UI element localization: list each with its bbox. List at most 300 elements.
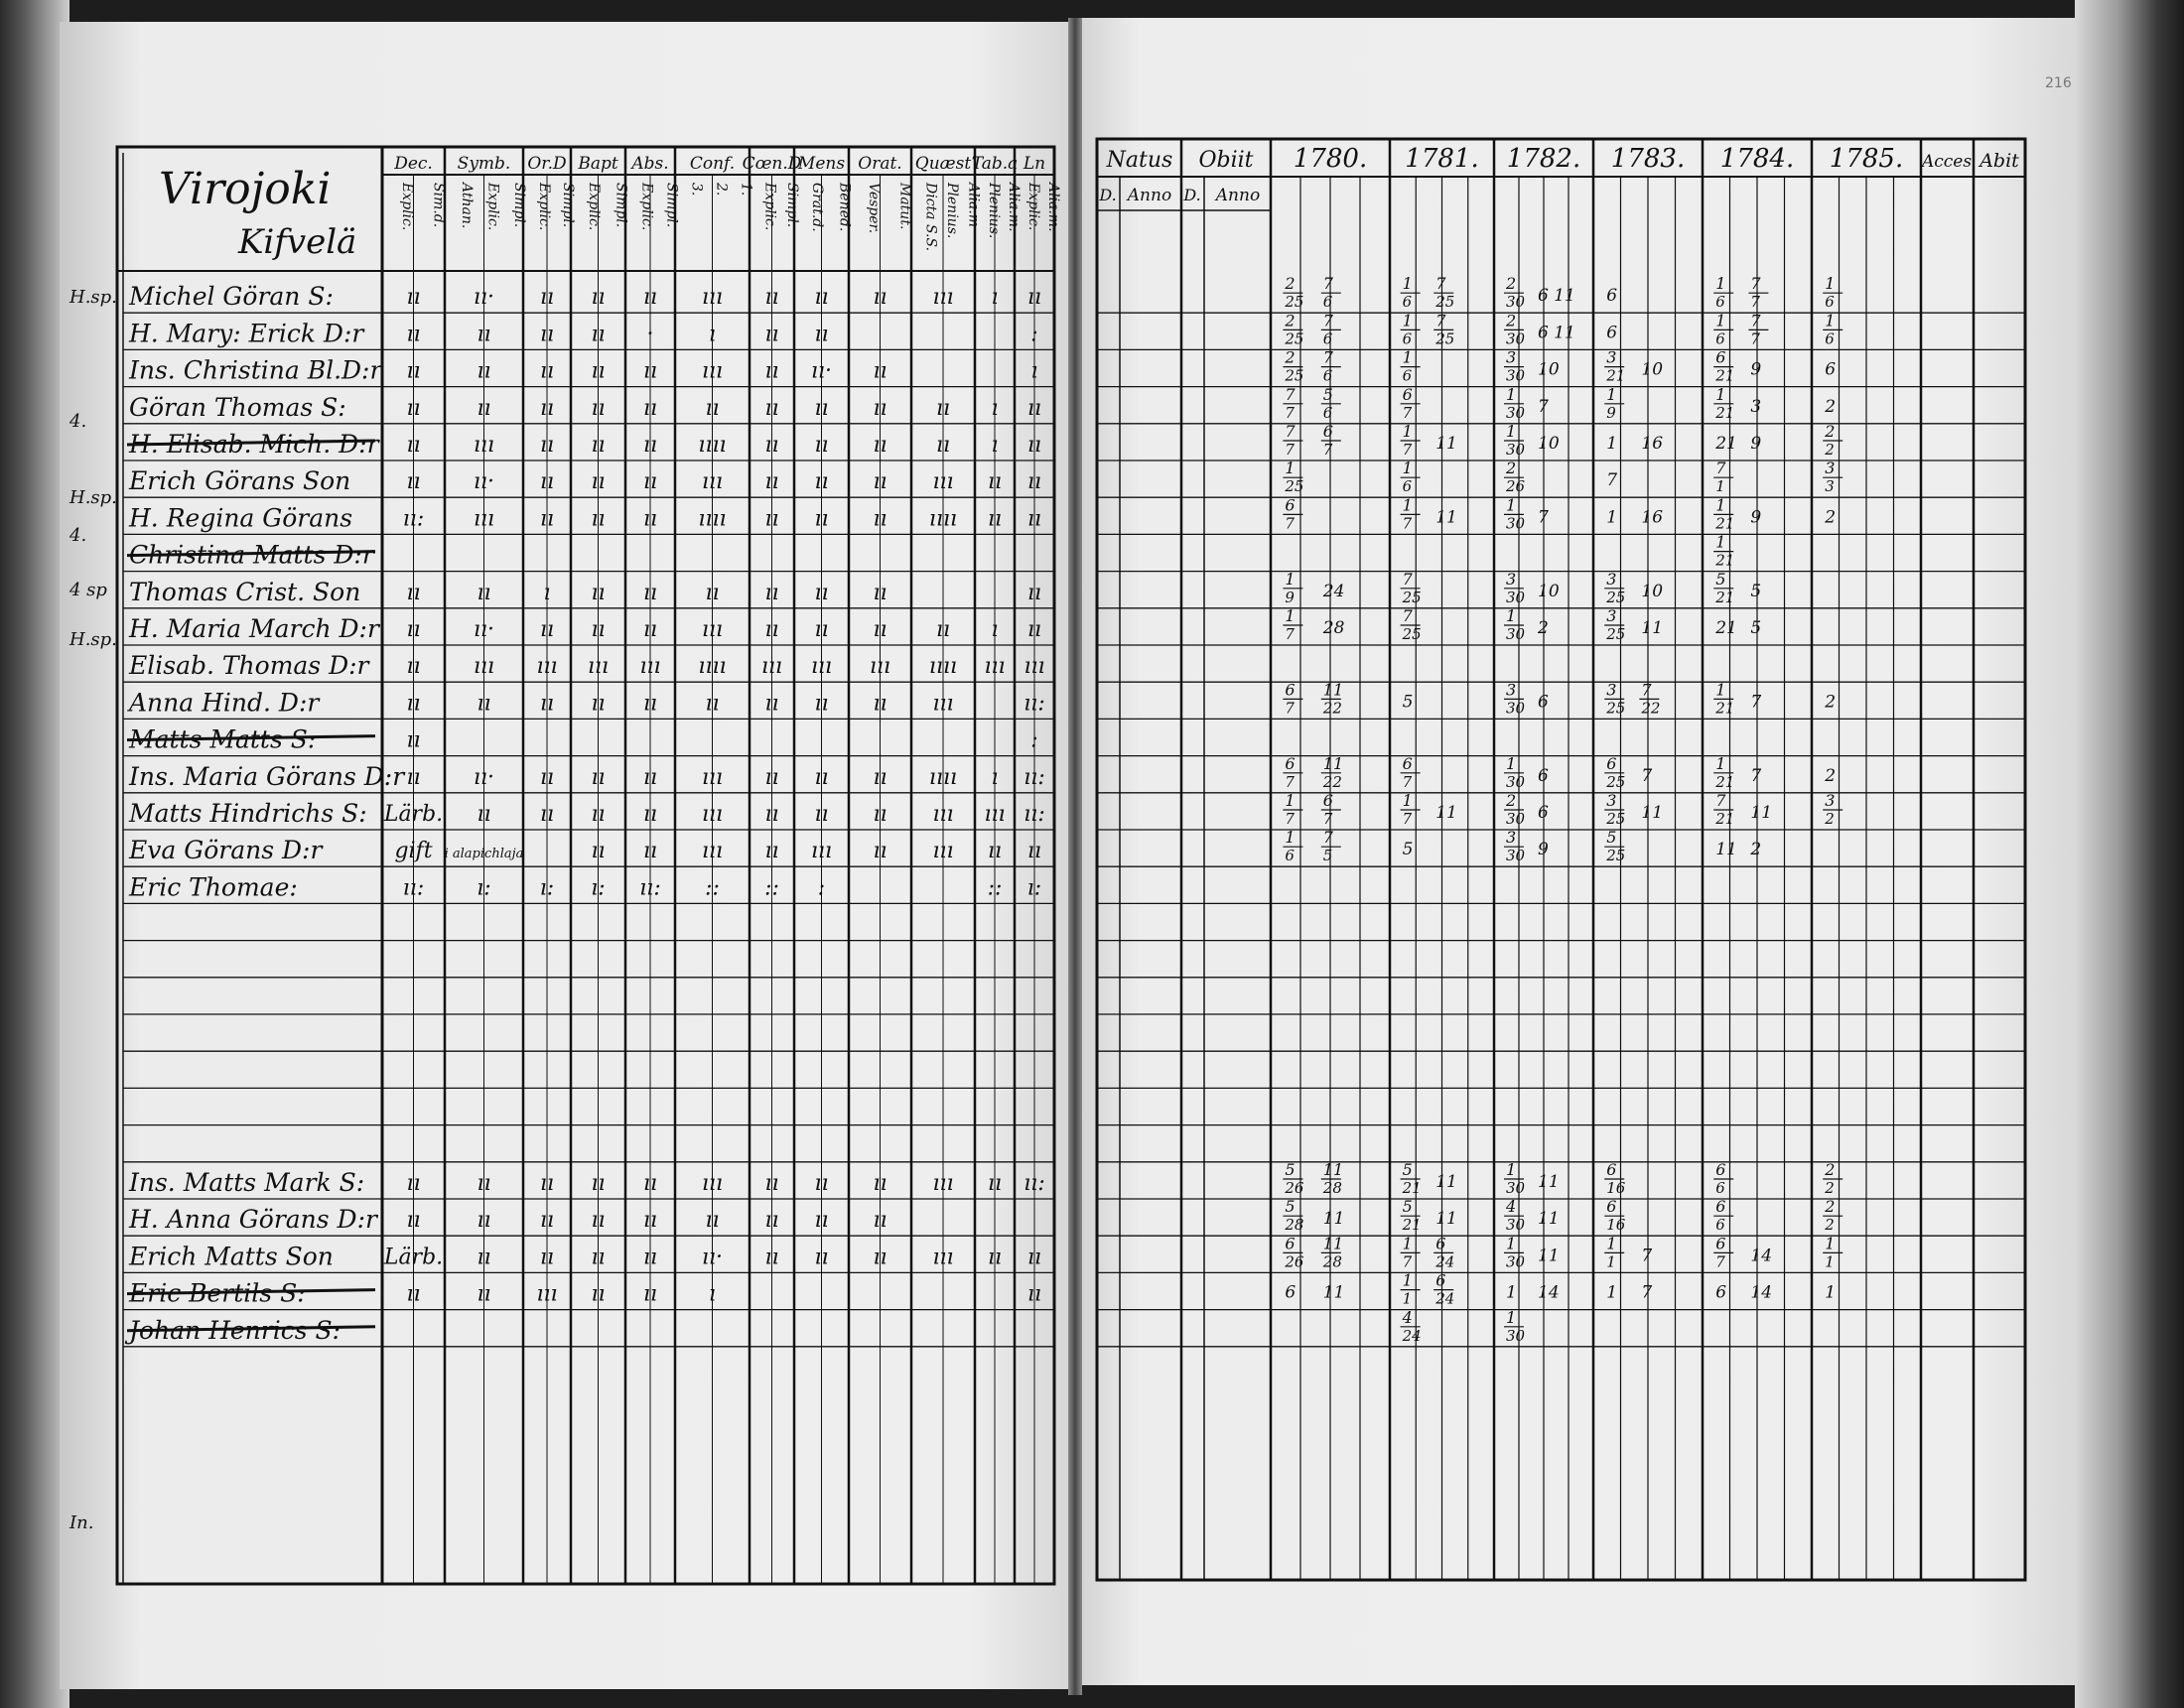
year-entry-number: 6 xyxy=(1715,1179,1725,1197)
year-entry-number: 6 11 xyxy=(1538,286,1575,307)
natus-day-label: D. xyxy=(1099,186,1117,204)
catechism-mark: ıı: xyxy=(1024,691,1045,717)
person-name: Matts Hindrichs S: xyxy=(129,799,367,828)
catechism-mark: ı xyxy=(543,580,551,605)
catechism-mark: i alapichlaja xyxy=(444,847,524,862)
catechism-mark: ıııı xyxy=(698,654,727,680)
year-entry-number: 6 xyxy=(1606,753,1617,773)
margin-note: 4 sp xyxy=(69,580,107,600)
catechism-mark: ıı xyxy=(764,1171,779,1196)
column-subheader: Alia.m. xyxy=(1006,183,1022,232)
catechism-mark: ıı xyxy=(591,469,606,495)
year-entry-number: 5 xyxy=(1715,569,1726,589)
catechism-mark: ıı xyxy=(1026,1281,1042,1307)
catechism-mark: ıı xyxy=(642,839,658,864)
catechism-mark: ıı xyxy=(539,617,555,642)
catechism-mark: ııı xyxy=(932,691,954,717)
year-header: 1780. xyxy=(1293,144,1368,174)
catechism-mark: ıı xyxy=(539,395,555,421)
year-entry-number: 5 xyxy=(1322,384,1333,404)
catechism-mark: ıı xyxy=(987,1171,1003,1196)
person-name: Johan Henrics S: xyxy=(129,1315,341,1345)
year-entry-number: 10 xyxy=(1641,359,1664,380)
year-entry-number: 7 xyxy=(1750,329,1760,348)
year-entry-number: 16 xyxy=(1641,434,1664,454)
catechism-mark: ıı xyxy=(764,764,779,790)
year-entry-number: 1 xyxy=(1402,1289,1413,1308)
catechism-mark: ıı: xyxy=(639,875,661,901)
year-entry-number: 25 xyxy=(1435,293,1455,312)
catechism-mark: ıı· xyxy=(810,358,833,384)
catechism-mark: ıı xyxy=(642,580,658,605)
year-entry-number: 28 xyxy=(1322,1179,1342,1197)
year-entry-number: 5 xyxy=(1402,840,1414,860)
catechism-mark: ıı xyxy=(477,580,491,605)
year-entry-number: 6 xyxy=(1606,1197,1617,1217)
year-entry-number: 1 xyxy=(1715,384,1726,404)
person-name: Eric Bertils S: xyxy=(129,1278,306,1308)
catechism-mark: ııı xyxy=(932,469,954,495)
year-entry-number: 2 xyxy=(1506,459,1517,478)
column-subheader: Explic. xyxy=(536,183,552,231)
year-entry-number: 9 xyxy=(1606,403,1616,422)
year-entry-number: 21 xyxy=(1715,588,1735,606)
catechism-mark: ıııı xyxy=(698,506,727,532)
year-entry-number: 25 xyxy=(1402,588,1422,606)
year-entry-number: 25 xyxy=(1285,293,1304,312)
catechism-mark: ıı xyxy=(591,1281,606,1307)
year-entry-number: 6 xyxy=(1285,753,1296,773)
year-entry-number: 25 xyxy=(1606,699,1626,718)
catechism-mark: ıı· xyxy=(473,285,495,311)
year-entry-number: 5 xyxy=(1322,847,1333,865)
year-entry-number: 11 xyxy=(1715,840,1737,860)
catechism-mark: ıı xyxy=(591,285,606,311)
year-entry-number: 1 xyxy=(1506,384,1517,404)
catechism-mark: ııı xyxy=(1024,654,1045,680)
catechism-mark: ıı: xyxy=(402,506,425,532)
catechism-mark: ıı xyxy=(764,358,779,384)
catechism-mark: ı xyxy=(708,322,717,347)
catechism-mark: ıı xyxy=(873,617,887,642)
catechism-mark: ıııı xyxy=(928,654,958,680)
catechism-mark: ııı xyxy=(536,1281,558,1307)
year-entry-number: 1 xyxy=(1606,1282,1618,1303)
catechism-mark: ıııı xyxy=(928,764,958,790)
year-entry-number: 5 xyxy=(1606,828,1617,848)
year-entry-number: 16 xyxy=(1641,507,1664,528)
year-entry-number: 1 xyxy=(1402,311,1413,330)
year-entry-number: 2 xyxy=(1538,618,1549,638)
catechism-mark: ıı· xyxy=(473,469,495,495)
year-entry-number: 3 xyxy=(1606,347,1617,367)
catechism-mark: ıı xyxy=(642,358,658,384)
catechism-mark: ıı xyxy=(873,1245,887,1270)
catechism-mark: ıı xyxy=(1026,433,1042,458)
year-entry-number: 30 xyxy=(1506,1179,1526,1197)
margin-note: 4. xyxy=(69,525,87,546)
catechism-mark: ıı xyxy=(1026,839,1042,864)
year-entry-number: 7 xyxy=(1322,311,1333,330)
catechism-mark: ı xyxy=(991,764,999,790)
catechism-mark: ıı xyxy=(477,1281,491,1307)
year-entry-number: 6 xyxy=(1285,847,1295,865)
catechism-mark: ıı xyxy=(1026,617,1042,642)
year-entry-number: 2 xyxy=(1506,311,1517,330)
catechism-mark: ıı xyxy=(873,358,887,384)
year-entry-number: 6 xyxy=(1715,1282,1727,1303)
catechism-mark: ıı: xyxy=(1024,764,1045,790)
year-entry-number: 6 xyxy=(1402,477,1413,496)
catechism-mark: ııı xyxy=(869,654,891,680)
column-header-0: Dec. xyxy=(394,154,433,174)
catechism-mark: :: xyxy=(705,875,720,901)
catechism-mark: ıı xyxy=(764,580,779,605)
year-entry-number: 6 xyxy=(1715,1216,1725,1235)
column-subheader: 2. xyxy=(713,183,730,197)
year-entry-number: 9 xyxy=(1538,840,1549,860)
catechism-mark: ıı xyxy=(591,617,606,642)
catechism-mark: ıı xyxy=(873,1171,887,1196)
catechism-mark: ıı xyxy=(1026,506,1042,532)
catechism-mark: ıı xyxy=(873,506,887,532)
year-entry-number: 6 xyxy=(1538,692,1549,713)
year-entry-number: 1 xyxy=(1825,1282,1837,1303)
year-entry-number: 6 xyxy=(1606,323,1618,343)
year-entry-number: 6 xyxy=(1322,403,1333,422)
year-entry-number: 7 xyxy=(1538,507,1549,528)
catechism-mark: ıı xyxy=(814,322,829,347)
year-entry-number: 25 xyxy=(1285,329,1304,348)
year-entry-number: 11 xyxy=(1538,1172,1560,1192)
year-entry-number: 2 xyxy=(1285,311,1296,330)
year-entry-number: 25 xyxy=(1606,847,1626,865)
column-subheader: Explic. xyxy=(585,183,602,231)
catechism-mark: ıı xyxy=(539,469,555,495)
catechism-mark: gift xyxy=(394,839,433,864)
year-entry-number: 1 xyxy=(1285,569,1296,589)
year-entry-number: 21 xyxy=(1402,1216,1422,1235)
year-entry-number: 21 xyxy=(1715,772,1735,791)
catechism-mark: ıı xyxy=(539,691,555,717)
catechism-mark: ıı: xyxy=(1024,1171,1045,1196)
year-entry-number: 30 xyxy=(1506,588,1526,606)
year-entry-number: 2 xyxy=(1825,1216,1835,1235)
year-entry-number: 7 xyxy=(1435,274,1446,294)
catechism-mark: ııı xyxy=(701,764,724,790)
year-entry-number: 1 xyxy=(1506,1307,1517,1327)
year-entry-number: 7 xyxy=(1285,441,1295,459)
year-entry-number: 22 xyxy=(1322,699,1342,718)
catechism-mark: ııı xyxy=(984,654,1006,680)
year-entry-number: 25 xyxy=(1435,329,1455,348)
year-entry-number: 7 xyxy=(1402,441,1413,459)
column-subheader: Plenius. xyxy=(944,183,960,239)
catechism-mark: ıı xyxy=(591,802,606,827)
catechism-mark: ıı xyxy=(539,1245,555,1270)
catechism-mark: ı: xyxy=(591,875,606,901)
year-entry-number: 1 xyxy=(1825,274,1836,294)
year-entry-number: 7 xyxy=(1402,606,1413,625)
catechism-mark: ıı xyxy=(539,1171,555,1196)
catechism-mark: ıı xyxy=(873,691,887,717)
year-entry-number: 1 xyxy=(1506,1282,1517,1303)
catechism-mark: ıı xyxy=(1026,395,1042,421)
catechism-mark: ıı xyxy=(591,506,606,532)
year-entry-number: 1 xyxy=(1715,311,1726,330)
year-entry-number: 6 xyxy=(1402,384,1413,404)
year-entry-number: 30 xyxy=(1506,366,1526,385)
year-entry-number: 1 xyxy=(1606,507,1618,528)
year-entry-number: 5 xyxy=(1402,692,1414,713)
column-subheader: Dicta S.S. xyxy=(922,183,939,252)
catechism-mark: ıı xyxy=(705,691,720,717)
year-entry-number: 21 xyxy=(1715,434,1737,454)
catechism-mark: ıı xyxy=(814,469,829,495)
catechism-mark: ıı xyxy=(591,764,606,790)
catechism-mark: ıı xyxy=(539,322,555,347)
year-entry-number: 30 xyxy=(1506,1252,1526,1271)
year-entry-number: 7 xyxy=(1285,625,1295,643)
column-subheader: Explic. xyxy=(1025,183,1041,231)
column-subheader: 3. xyxy=(688,183,705,197)
year-entry-number: 6 xyxy=(1715,293,1725,312)
year-entry-number: 2 xyxy=(1825,692,1837,713)
catechism-mark: ıı xyxy=(642,285,658,311)
catechism-mark: ıı xyxy=(539,433,555,458)
year-entry-number: 7 xyxy=(1641,1282,1653,1303)
year-entry-number: 1 xyxy=(1402,459,1413,478)
year-entry-number: 11 xyxy=(1322,753,1344,773)
catechism-mark: ıı xyxy=(406,358,421,384)
year-entry-number: 6 xyxy=(1825,329,1835,348)
catechism-mark: ıı xyxy=(1026,580,1042,605)
year-entry-number: 6 xyxy=(1606,286,1618,307)
year-entry-number: 7 xyxy=(1402,1252,1413,1271)
year-entry-number: 7 xyxy=(1750,311,1761,330)
person-name: Anna Hind. D:r xyxy=(129,688,320,718)
catechism-mark: ııı xyxy=(932,802,954,827)
year-entry-number: 1 xyxy=(1506,422,1517,441)
year-entry-number: 7 xyxy=(1606,470,1618,491)
catechism-mark: ıı xyxy=(591,691,606,717)
person-name: Christina Matts D:r xyxy=(129,540,374,570)
year-entry-number: 7 xyxy=(1750,274,1761,294)
catechism-mark: ıı xyxy=(539,358,555,384)
catechism-mark: ıı xyxy=(539,764,555,790)
year-entry-number: 7 xyxy=(1750,765,1762,786)
catechism-mark: ıı xyxy=(814,433,829,458)
year-entry-number: 7 xyxy=(1402,569,1413,589)
year-entry-number: 11 xyxy=(1641,803,1664,823)
year-entry-number: 6 xyxy=(1606,1160,1617,1179)
year-header: 1784. xyxy=(1719,144,1795,174)
year-entry-number: 1 xyxy=(1606,434,1618,454)
year-entry-number: 24 xyxy=(1435,1252,1455,1271)
year-entry-number: 28 xyxy=(1322,1252,1342,1271)
catechism-mark: ııı xyxy=(984,802,1006,827)
catechism-mark: ıı xyxy=(642,506,658,532)
column-header-10: Tab.a xyxy=(971,154,1019,174)
catechism-mark: ıı xyxy=(406,654,421,680)
catechism-mark: ıı xyxy=(764,469,779,495)
catechism-mark: ıı xyxy=(406,1208,421,1234)
village-title: Virojoki xyxy=(159,164,332,214)
catechism-mark: ıı· xyxy=(473,764,495,790)
year-entry-number: 6 xyxy=(1715,1234,1726,1253)
catechism-mark: ıı xyxy=(406,469,421,495)
year-entry-number: 21 xyxy=(1402,1179,1422,1197)
catechism-mark: ıı xyxy=(406,322,421,347)
person-name: H. Mary: Erick D:r xyxy=(129,319,364,348)
catechism-mark: ıı xyxy=(1026,469,1042,495)
year-entry-number: 1 xyxy=(1402,347,1413,367)
column-header-8: Orat. xyxy=(858,154,902,174)
year-entry-number: 2 xyxy=(1825,507,1837,528)
catechism-mark: ıı xyxy=(642,617,658,642)
year-entry-number: 21 xyxy=(1606,366,1626,385)
year-entry-number: 30 xyxy=(1506,625,1526,643)
year-entry-number: 11 xyxy=(1322,1209,1345,1230)
year-entry-number: 7 xyxy=(1402,403,1413,422)
column-subheader: Explic. xyxy=(484,183,501,231)
catechism-mark: ıı xyxy=(539,506,555,532)
column-subheader: Explic. xyxy=(638,183,655,231)
catechism-mark: ııı xyxy=(701,469,724,495)
year-entry-number: 26 xyxy=(1285,1252,1304,1271)
catechism-mark: ııı xyxy=(932,839,954,864)
year-entry-number: 6 xyxy=(1402,329,1413,348)
catechism-mark: Lärb. xyxy=(383,1245,444,1270)
catechism-mark: ııı xyxy=(473,654,495,680)
catechism-mark: ıı xyxy=(764,322,779,347)
year-entry-number: 2 xyxy=(1750,840,1762,860)
year-entry-number: 4 xyxy=(1402,1307,1413,1327)
year-entry-number: 28 xyxy=(1322,618,1345,638)
catechism-mark: ııı xyxy=(587,654,610,680)
person-name: Göran Thomas S: xyxy=(129,392,346,422)
catechism-mark: ıı xyxy=(477,322,491,347)
catechism-mark: ıı xyxy=(591,395,606,421)
catechism-mark: ıı xyxy=(873,433,887,458)
year-entry-number: 21 xyxy=(1715,514,1735,533)
catechism-mark: : xyxy=(1030,727,1038,753)
column-subheader: Grat.d. xyxy=(808,183,825,232)
catechism-mark: ıı xyxy=(814,1171,829,1196)
year-entry-number: 25 xyxy=(1606,772,1626,791)
catechism-mark: ıı xyxy=(406,433,421,458)
margin-note: In. xyxy=(69,1512,94,1533)
year-entry-number: 28 xyxy=(1285,1216,1304,1235)
year-entry-number: 6 xyxy=(1322,329,1333,348)
year-entry-number: 30 xyxy=(1506,1216,1526,1235)
year-entry-number: 6 xyxy=(1402,366,1413,385)
catechism-mark: ııı xyxy=(701,839,724,864)
year-entry-number: 2 xyxy=(1825,765,1837,786)
catechism-mark: ıı xyxy=(814,617,829,642)
catechism-mark: ıı xyxy=(406,395,421,421)
year-entry-number: 7 xyxy=(1750,293,1760,312)
year-entry-number: 4 xyxy=(1506,1197,1517,1217)
year-entry-number: 11 xyxy=(1435,1172,1457,1192)
catechism-mark: ıı xyxy=(814,691,829,717)
year-entry-number: 7 xyxy=(1641,1246,1653,1266)
year-entry-number: 7 xyxy=(1715,1252,1725,1271)
year-entry-number: 25 xyxy=(1606,588,1626,606)
year-entry-number: 1 xyxy=(1285,606,1296,625)
year-entry-number: 14 xyxy=(1750,1282,1773,1303)
column-header-3: Bapt xyxy=(578,154,618,174)
year-entry-number: 30 xyxy=(1506,403,1526,422)
person-name: H. Elisab. Mich. D:r xyxy=(129,430,379,459)
year-entry-number: 11 xyxy=(1538,1209,1560,1230)
year-entry-number: 1 xyxy=(1506,1234,1517,1253)
catechism-mark: ıı xyxy=(987,506,1003,532)
catechism-mark: ıı xyxy=(764,1245,779,1270)
year-entry-number: 6 xyxy=(1538,803,1549,823)
catechism-mark: ıı xyxy=(814,395,829,421)
catechism-mark: ıı xyxy=(406,580,421,605)
catechism-mark: ıı xyxy=(814,802,829,827)
catechism-mark: ıı xyxy=(1026,1245,1042,1270)
year-entry-number: 11 xyxy=(1750,803,1773,823)
year-entry-number: 9 xyxy=(1750,434,1762,454)
year-entry-number: 7 xyxy=(1285,810,1295,828)
person-name: Elisab. Thomas D:r xyxy=(129,651,369,681)
catechism-mark: ııı xyxy=(473,433,495,458)
catechism-mark: ıı xyxy=(642,1245,658,1270)
year-entry-number: 7 xyxy=(1285,699,1295,718)
year-entry-number: 10 xyxy=(1538,581,1560,601)
column-subheader: Simpl. xyxy=(510,183,527,228)
person-name: Ins. Matts Mark S: xyxy=(129,1168,365,1197)
column-header-7: Mens xyxy=(797,154,846,174)
year-entry-number: 6 xyxy=(1715,329,1725,348)
column-subheader: Explic. xyxy=(398,183,415,231)
catechism-mark: ıı xyxy=(477,395,491,421)
column-subheader: Sim.d. xyxy=(430,183,447,228)
catechism-mark: ııı xyxy=(932,1245,954,1270)
year-entry-number: 2 xyxy=(1285,347,1296,367)
catechism-mark: ıı xyxy=(814,285,829,311)
year-entry-number: 24 xyxy=(1322,581,1345,601)
margin-note: H.sp. xyxy=(69,487,117,508)
catechism-mark: ı xyxy=(708,1281,717,1307)
year-entry-number: 1 xyxy=(1715,274,1726,294)
year-entry-number: 21 xyxy=(1715,551,1735,570)
catechism-mark: Lärb. xyxy=(383,802,444,827)
column-header-6: Cœn.D xyxy=(742,154,802,174)
year-entry-number: 6 xyxy=(1402,753,1413,773)
year-entry-number: 2 xyxy=(1506,791,1517,810)
catechism-mark: ııı xyxy=(760,654,783,680)
year-entry-number: 1 xyxy=(1285,459,1296,478)
page-number: 216 xyxy=(2045,75,2072,91)
year-entry-number: 3 xyxy=(1825,791,1836,810)
catechism-mark: ııı xyxy=(639,654,661,680)
year-entry-number: 16 xyxy=(1606,1179,1626,1197)
year-entry-number: 9 xyxy=(1750,507,1762,528)
year-entry-number: 7 xyxy=(1715,459,1726,478)
accessit-header: Acces xyxy=(1921,152,1973,172)
catechism-mark: ıı xyxy=(1026,285,1042,311)
column-subheader: Athan. xyxy=(459,183,476,229)
year-entry-number: 2 xyxy=(1825,422,1836,441)
year-entry-number: 11 xyxy=(1641,618,1664,638)
catechism-mark: ıı xyxy=(764,617,779,642)
year-entry-number: 30 xyxy=(1506,699,1526,718)
year-entry-number: 7 xyxy=(1285,403,1295,422)
